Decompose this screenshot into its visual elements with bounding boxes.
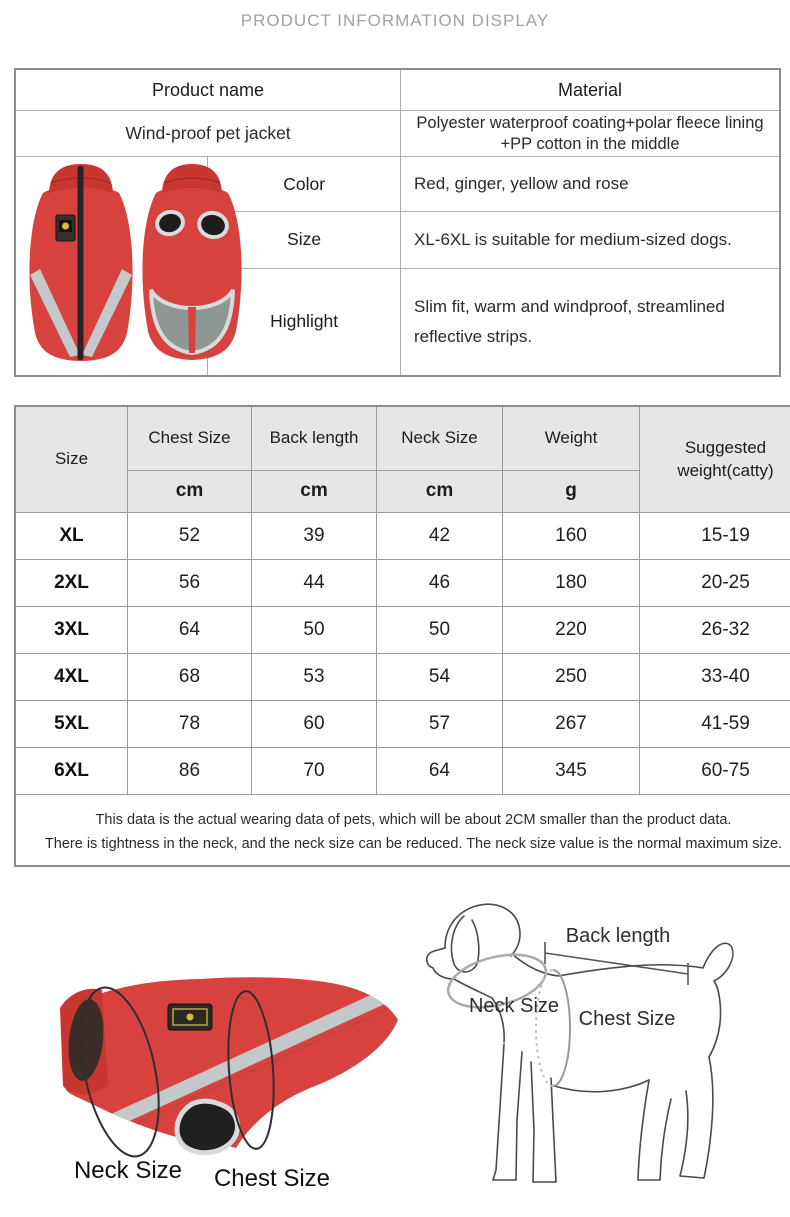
weight-cell: 180: [503, 559, 640, 606]
material-header: Material: [401, 69, 781, 111]
unit-back: cm: [252, 470, 377, 512]
suggested-cell: 15-19: [640, 512, 790, 559]
size-chart-note: [15, 794, 790, 866]
product-name-header: Product name: [15, 69, 401, 111]
back-cell: 53: [252, 653, 377, 700]
highlight-label: Highlight: [208, 268, 401, 376]
chest-cell: 56: [128, 559, 252, 606]
col-header-size: Size: [15, 406, 128, 512]
dog-measurement-diagram: [400, 880, 790, 1215]
note-line-2: There is tightness in the neck, and the neck size can be reduced. The neck size value is the normal maximum size.: [44, 835, 783, 852]
chest-cell: 68: [128, 653, 252, 700]
size-cell: 6XL: [15, 747, 128, 794]
highlight-value: Slim fit, warm and windproof, streamlined reflective strips.: [401, 268, 781, 376]
size-cell: 4XL: [15, 653, 128, 700]
table-row: [15, 559, 790, 606]
color-label: Color: [208, 157, 401, 212]
back-cell: 39: [252, 512, 377, 559]
table-row: [15, 406, 790, 470]
col-header-back: Back length: [252, 406, 377, 470]
note-line-1: This data is the actual wearing data of pets, which will be about 2CM smaller than the product data.: [95, 811, 732, 828]
neck-cell: 42: [377, 512, 503, 559]
product-photo-cell: [15, 157, 208, 377]
weight-cell: 267: [503, 700, 640, 747]
size-label: Size: [208, 212, 401, 268]
product-name-value: Wind-proof pet jacket: [15, 111, 401, 157]
chest-cell: 78: [128, 700, 252, 747]
pet-jacket-product-photo: [16, 157, 246, 370]
table-row: [15, 69, 780, 111]
chest-cell: 52: [128, 512, 252, 559]
weight-cell: 160: [503, 512, 640, 559]
jacket-chest-size-label: Chest Size: [213, 1165, 331, 1192]
table-row: [15, 653, 790, 700]
material-value: Polyester waterproof coating+polar fleece lining +PP cotton in the middle: [401, 111, 781, 157]
size-cell: XL: [15, 512, 128, 559]
suggested-cell: 33-40: [640, 653, 790, 700]
back-length-measure-line: [545, 942, 688, 985]
size-cell: 5XL: [15, 700, 128, 747]
weight-cell: 250: [503, 653, 640, 700]
table-row: [15, 700, 790, 747]
weight-cell: 220: [503, 606, 640, 653]
weight-cell: 345: [503, 747, 640, 794]
col-header-weight: Weight: [503, 406, 640, 470]
table-row: [15, 512, 790, 559]
neck-cell: 57: [377, 700, 503, 747]
brand-patch: [168, 1004, 212, 1030]
chest-cell: 86: [128, 747, 252, 794]
color-value: Red, ginger, yellow and rose: [401, 157, 781, 212]
table-row: [15, 111, 780, 157]
suggested-cell: 20-25: [640, 559, 790, 606]
back-cell: 44: [252, 559, 377, 606]
size-cell: 2XL: [15, 559, 128, 606]
back-cell: 50: [252, 606, 377, 653]
back-cell: 70: [252, 747, 377, 794]
dog-chest-band: [553, 970, 570, 1086]
unit-weight: g: [503, 470, 640, 512]
size-cell: 3XL: [15, 606, 128, 653]
table-row: [15, 794, 790, 866]
col-header-neck: Neck Size: [377, 406, 503, 470]
neck-cell: 54: [377, 653, 503, 700]
size-value: XL-6XL is suitable for medium-sized dogs.: [401, 212, 781, 268]
unit-neck: cm: [377, 470, 503, 512]
table-row: [15, 606, 790, 653]
page-title: PRODUCT INFORMATION DISPLAY: [240, 11, 550, 30]
jacket-back-view: [29, 164, 132, 361]
back-cell: 60: [252, 700, 377, 747]
dog-chest-size-label: Chest Size: [578, 1008, 676, 1030]
col-header-chest: Chest Size: [128, 406, 252, 470]
leg-hole: [177, 1101, 237, 1153]
suggested-cell: 60-75: [640, 747, 790, 794]
neck-cell: 64: [377, 747, 503, 794]
neck-cell: 46: [377, 559, 503, 606]
suggested-cell: 41-59: [640, 700, 790, 747]
jacket-side-measurement-photo: [0, 880, 420, 1215]
size-chart-table: [14, 405, 790, 867]
jacket-neck-size-label: Neck Size: [73, 1157, 183, 1184]
table-row: [15, 747, 790, 794]
col-header-suggested-weight: Suggested weight(catty): [640, 406, 790, 512]
chest-cell: 64: [128, 606, 252, 653]
table-row: [15, 157, 780, 212]
dog-back-length-label: Back length: [565, 925, 671, 947]
jacket-front-view: [142, 164, 241, 360]
unit-chest: cm: [128, 470, 252, 512]
neck-cell: 50: [377, 606, 503, 653]
product-info-table: [14, 68, 781, 377]
suggested-cell: 26-32: [640, 606, 790, 653]
dog-neck-size-label: Neck Size: [468, 995, 560, 1017]
